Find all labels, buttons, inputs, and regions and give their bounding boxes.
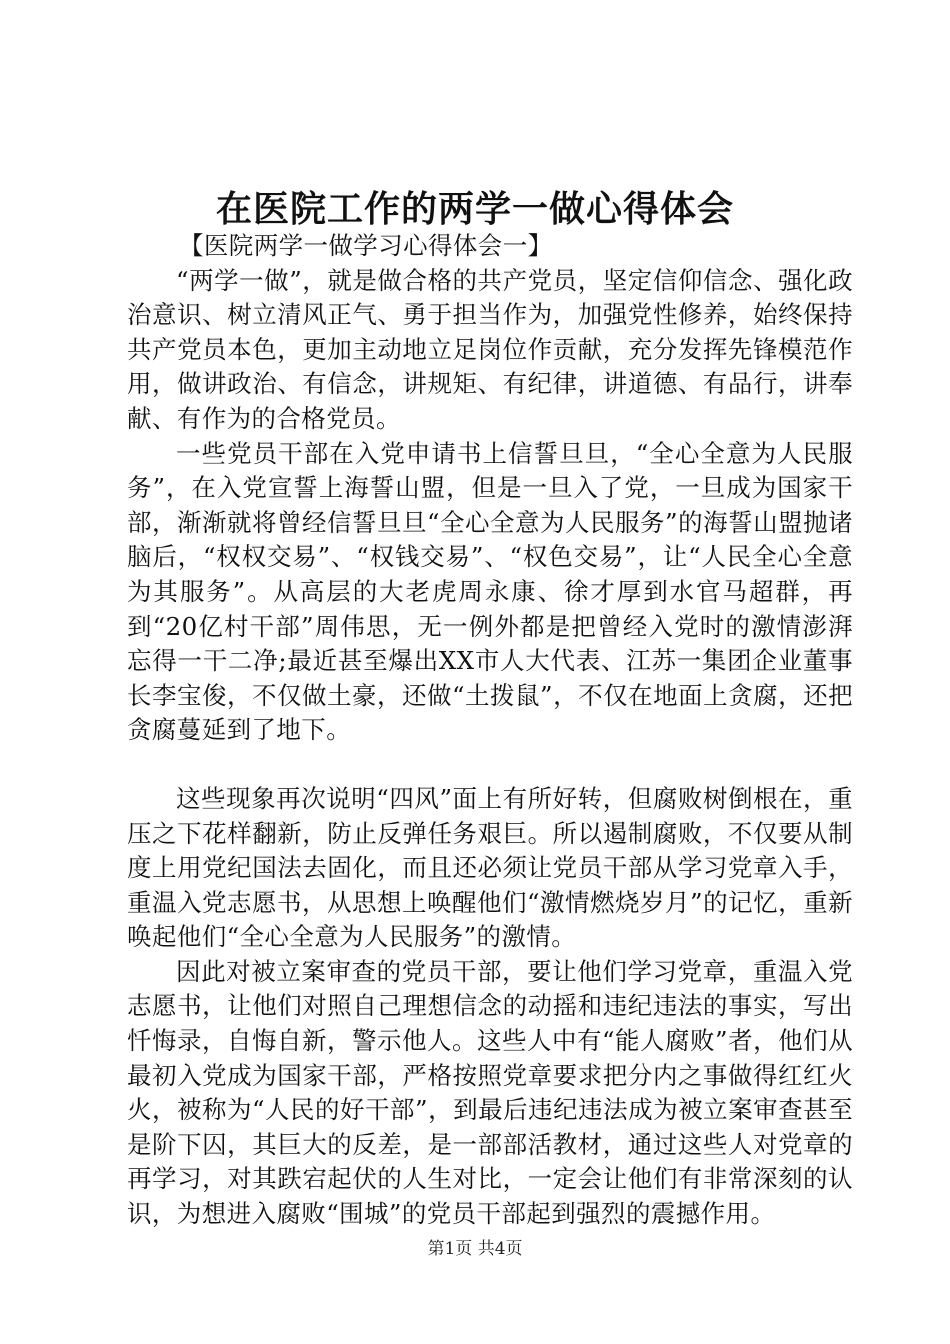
paragraph-2: 一些党员干部在入党申请书上信誓旦旦，“全心全意为人民服务”，在入党宣誓上海誓山盟，但是一旦入了党，一旦成为国家干部，渐渐就将曾经信誓旦旦“全心全意为人民服务”的海誓山盟抛诸脑后，“权权交易”、“权钱交易”、“权色交易”，让“人民全心全意为其服务”。从高层的大老虎周永康、徐才厚到水官马超群，再到“20亿村干部”周伟思，无一例外都是把曾经入党时的激情澎湃忘得一干二净;最近甚至爆出XX市人大代表、江苏一集团企业董事长李宝俊，不仅做土豪，还做“土拨鼠”，不仅在地面上贪腐，还把贪腐蔓延到了地下。	[127, 438, 853, 745]
document-body	[127, 229, 853, 1232]
paragraph-4: 因此对被立案审查的党员干部，要让他们学习党章，重温入党志愿书，让他们对照自己理想信念的动摇和违纪违法的事实，写出忏悔录，自悔自新，警示他人。这些人中有“能人腐败”者，他们从最初入党成为国家干部，严格按照党章要求把分内之事做得红红火火，被称为“人民的好干部”，到最后违纪违法成为被立案审查甚至是阶下囚，其巨大的反差，是一部部活教材，通过这些人对党章的再学习，对其跌宕起伏的人生对比，一定会让他们有非常深刻的认识，为想进入腐败“围城”的党员干部起到强烈的震撼作用。	[127, 956, 853, 1229]
page-number-footer: 第1页 共4页	[427, 1239, 523, 1259]
section-heading: 【医院两学一做学习心得体会一】	[179, 231, 553, 260]
paragraph-3: 这些现象再次说明“四风”面上有所好转，但腐败树倒根在，重压之下花样翻新，防止反弹任务艰巨。所以遏制腐败，不仅要从制度上用党纪国法去固化，而且还必须让党员干部从学习党章入手，重温入党志愿书，从思想上唤醒他们“激情燃烧岁月”的记忆，重新唤起他们“全心全意为人民服务”的激情。	[127, 783, 853, 952]
document-title: 在医院工作的两学一做心得体会	[215, 188, 734, 230]
paragraph-1: “两学一做”，就是做合格的共产党员，坚定信仰信念、强化政治意识、树立清风正气、勇于担当作为，加强党性修养，始终保持共产党员本色，更加主动地立足岗位作贡献，充分发挥先锋模范作用，做讲政治、有信念，讲规矩、有纪律，讲道德、有品行，讲奉献、有作为的合格党员。	[127, 265, 853, 433]
